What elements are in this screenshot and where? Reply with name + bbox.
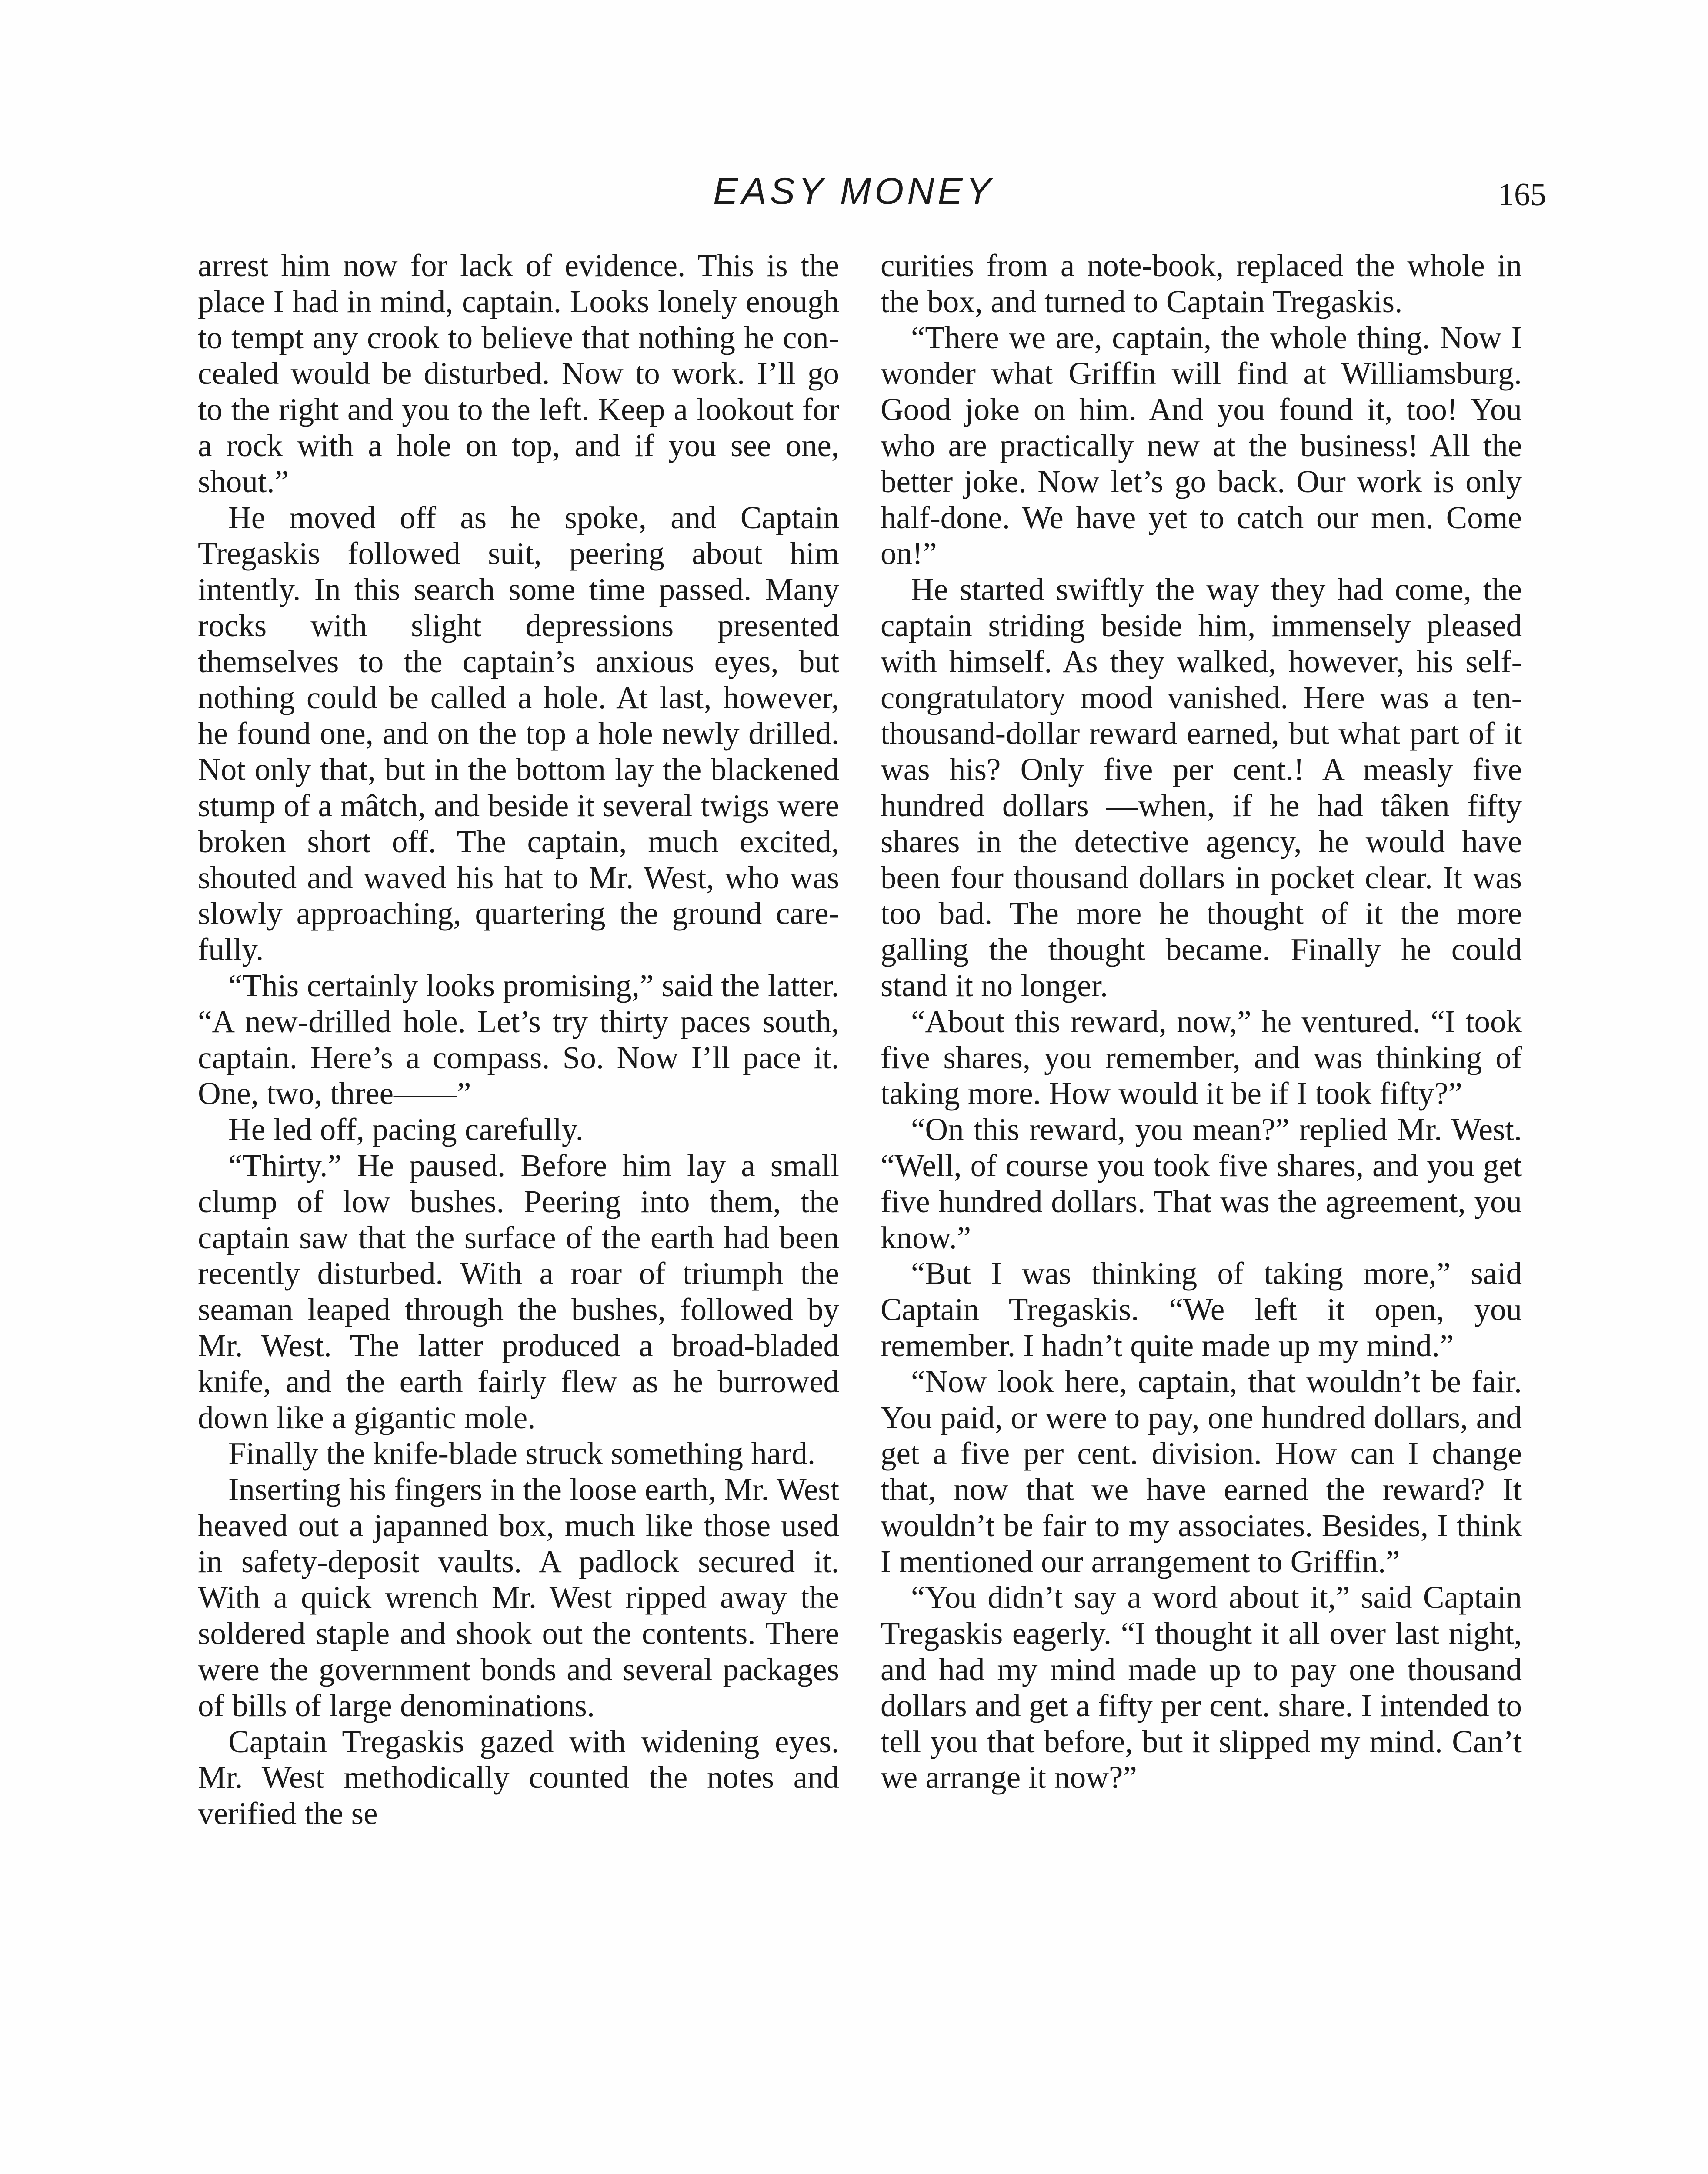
paragraph: arrest him now for lack of evidence. This is the place I had in mind, captain. Looks lonely enough to tempt any crook to believe that nothing he concealed would be disturbed. Now to work. I’ll go to the right and you to the left. Keep a lookout for a rock with a hole on top, and if you see one, shout.” [198, 248, 839, 499]
paragraph: He started swiftly the way they had come, the captain striding beside him, immensely pleased with himself. As they walked, however, his self-congratulatory mood vanished. Here was a ten-thousand-dollar reward earned, but what part of it was his? Only five per cent.! A measly five hundred dollars —when, if he had tâken fifty shares in the detective agency, he would have been four thousand dollars in pocket clear. It was too bad. The more he thought of it the more galling the thought became. Finally he could stand it no longer. [881, 572, 1522, 1003]
paragraph: “This certainly looks promising,” said the latter. “A new-drilled hole. Let’s try thirty paces south, captain. Here’s a compass. So. Now I’ll pace it. One, two, three——” [198, 967, 839, 1111]
running-title: EASY MONEY [713, 170, 995, 212]
left-column [198, 248, 839, 2174]
paragraph: Captain Tregaskis gazed with widening eyes. Mr. West methodically counted the notes and verified the se [198, 1724, 839, 1831]
paragraph: “There we are, captain, the whole thing. Now I wonder what Griffin will find at Williamsburg. Good joke on him. And you found it, too! You who are practically new at the business! All the better joke. Now let’s go back. Our work is only half-done. We have yet to catch our men. Come on!” [881, 320, 1522, 571]
paragraph: “You didn’t say a word about it,” said Captain Tregaskis eagerly. “I thought it all over last night, and had my mind made up to pay one thousand dollars and get a fifty per cent. share. I intended to tell you that before, but it slipped my mind. Can’t we arrange it now?” [881, 1580, 1522, 1795]
running-head [0, 167, 1708, 215]
paragraph: He led off, pacing carefully. [228, 1112, 584, 1147]
paragraph: Finally the knife-blade struck something hard. [228, 1436, 816, 1471]
paragraph: “But I was thinking of taking more,” said Captain Tregaskis. “We left it open, you remember. I hadn’t quite made up my mind.” [881, 1256, 1522, 1363]
paragraph: “Now look here, captain, that wouldn’t be fair. You paid, or were to pay, one hundred dollars, and get a five per cent. division. How can I change that, now that we have earned the reward? It wouldn’t be fair to my associates. Besides, I think I mentioned our arrangement to Griffin.” [881, 1364, 1522, 1579]
page-number: 165 [1498, 177, 1546, 213]
paragraph: “About this reward, now,” he ventured. “I took five shares, you remember, and was thinking of taking more. How would it be if I took fifty?” [881, 1004, 1522, 1111]
paragraph: curities from a note-book, replaced the whole in the box, and turned to Captain Tregaskis. [881, 248, 1522, 319]
paragraph: He moved off as he spoke, and Captain Tregaskis followed suit, peering about him intently. In this search some time passed. Many rocks with slight depressions presented themselves to the captain’s anxious eyes, but nothing could be called a hole. At last, however, he found one, and on the top a hole newly drilled. Not only that, but in the bottom lay the blackened stump of a mâtch, and beside it several twigs were broken short off. The captain, much excited, shouted and waved his hat to Mr. West, who was slowly approaching, quartering the ground carefully. [198, 500, 839, 967]
paragraph: Inserting his fingers in the loose earth, Mr. West heaved out a japanned box, much like those used in safety-deposit vaults. A padlock secured it. With a quick wrench Mr. West ripped away the soldered staple and shook out the contents. There were the government bonds and several packages of bills of large denominations. [198, 1472, 839, 1723]
paragraph: “Thirty.” He paused. Before him lay a small clump of low bushes. Peering into them, the captain saw that the surface of the earth had been recently disturbed. With a roar of triumph the seaman leaped through the bushes, followed by Mr. West. The latter produced a broad-bladed knife, and the earth fairly flew as he burrowed down like a gigantic mole. [198, 1147, 839, 1435]
right-column [881, 248, 1522, 2174]
paragraph: “On this reward, you mean?” replied Mr. West. “Well, of course you took five shares, and you get five hundred dollars. That was the agreement, you know.” [881, 1112, 1522, 1255]
